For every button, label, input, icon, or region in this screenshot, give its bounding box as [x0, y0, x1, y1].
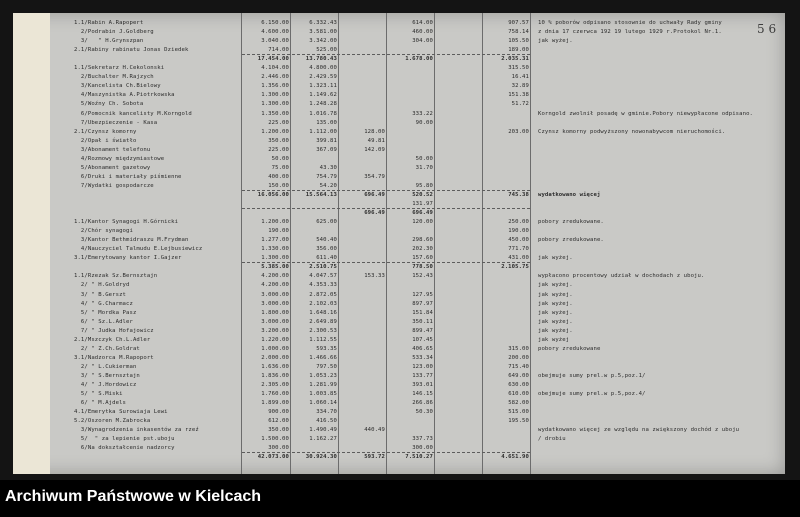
cell-a: 3.000.00 [261, 291, 289, 298]
cell-name: 6/Pomocnik kancelisty M.Korngold [74, 110, 192, 117]
cell-f: 431.00 [508, 255, 529, 262]
cell-a: 1.836.00 [261, 372, 289, 379]
cell-d: 337.73 [412, 436, 433, 443]
cell-a: 1.636.00 [261, 363, 289, 370]
cell-b: 3.581.00 [309, 29, 337, 36]
archive-title: Archiwum Państwowe w Kielcach [5, 488, 262, 505]
footer-bar [0, 480, 800, 517]
cell-d: 7.510.27 [405, 454, 433, 461]
table-row [13, 291, 785, 299]
cell-f: 582.00 [508, 400, 529, 407]
cell-b: 1.112.55 [309, 336, 337, 343]
cell-name: 4.1/Emerytka Surowiaja Lewi [74, 409, 168, 416]
cell-name: 2.1/Czynsz komorny [74, 128, 137, 135]
cell-c: 696.49 [364, 191, 385, 198]
cell-d: 393.01 [412, 382, 433, 388]
cell-f: 610.00 [508, 391, 529, 398]
cell-d: 300.00 [412, 445, 433, 452]
table-row [13, 381, 785, 389]
cell-note: jak wyżej. [538, 327, 573, 334]
cell-d: 202.30 [412, 246, 433, 253]
table-row [13, 236, 785, 244]
cell-d: 533.34 [412, 354, 433, 361]
table-row [13, 110, 785, 118]
cell-a: 1.277.00 [261, 237, 289, 244]
cell-f: 16.41 [511, 74, 529, 81]
cell-name: 5/Woźny Ch. Sobota [74, 101, 144, 108]
table-row [13, 64, 785, 72]
cell-a: 400.00 [268, 173, 289, 180]
cell-a: 3.000.00 [261, 300, 289, 307]
cell-d: 350.11 [412, 318, 433, 325]
cell-name: 5/ " za lepienie pst.uboju [74, 436, 175, 443]
cell-d: 304.00 [412, 38, 433, 45]
cell-a: 2.446.00 [261, 74, 289, 81]
cell-c: 354.79 [364, 173, 385, 180]
cell-f: 32.89 [511, 83, 529, 90]
cell-a: 17.454.00 [257, 56, 289, 63]
total-row [13, 209, 785, 217]
cell-name: 1.1/Rabin A.Rapopert [74, 20, 144, 26]
total-row [13, 453, 785, 461]
page-number: 5 6 [757, 22, 777, 36]
cell-d: 614.00 [412, 20, 433, 26]
cell-d: 50.00 [415, 155, 433, 162]
cell-f: 758.14 [508, 29, 529, 36]
cell-d: 333.22 [412, 110, 433, 117]
cell-a: 75.00 [271, 164, 289, 171]
table-row [13, 345, 785, 353]
cell-d: 157.60 [412, 255, 433, 262]
cell-b: 54.20 [319, 182, 337, 189]
cell-name: 3/Abonament telefonu [74, 146, 151, 153]
total-rule [242, 208, 530, 209]
cell-d: 90.00 [415, 119, 433, 126]
cell-note: jak wyżej. [538, 255, 573, 262]
table-row [13, 73, 785, 81]
table-row [13, 372, 785, 380]
cell-note: Korngold zwolnił posadę w gminie.Pobory niewypłacone odpisano. [538, 110, 753, 117]
total-row [13, 263, 785, 271]
table-row [13, 200, 785, 208]
cell-note: jak wyżej. [538, 38, 573, 45]
cell-c: 440.49 [364, 427, 385, 434]
cell-f: 745.38 [508, 191, 529, 198]
cell-b: 135.00 [316, 119, 337, 126]
cell-note: wypłacono procentowy udział w dochodach z uboju. [538, 273, 705, 280]
cell-note: jak wyżej [538, 336, 570, 343]
table-row [13, 354, 785, 362]
cell-name: 5/ " S.Miski [74, 391, 123, 398]
cell-d: 127.95 [412, 291, 433, 298]
cell-b: 334.70 [316, 409, 337, 416]
table-row [13, 444, 785, 452]
cell-f: 630.00 [508, 382, 529, 388]
cell-f: 649.00 [508, 372, 529, 379]
cell-b: 1.648.16 [309, 309, 337, 316]
cell-note: pobory zredukowane. [538, 219, 604, 226]
cell-b: 1.149.62 [309, 92, 337, 99]
cell-d: 151.84 [412, 309, 433, 316]
cell-f: 450.00 [508, 237, 529, 244]
table-row [13, 254, 785, 262]
cell-a: 1.350.00 [261, 110, 289, 117]
cell-b: 1.060.14 [309, 400, 337, 407]
cell-f: 771.70 [508, 246, 529, 253]
cell-name: 6/Na dokształcenie nadzorcy [74, 445, 175, 452]
document-page [13, 13, 785, 474]
cell-d: 95.80 [415, 182, 433, 189]
cell-a: 4.200.00 [261, 282, 289, 289]
cell-d: 152.43 [412, 273, 433, 280]
cell-b: 30.924.30 [305, 454, 337, 461]
cell-a: 350.00 [268, 427, 289, 434]
cell-a: 1.500.00 [261, 436, 289, 443]
cell-f: 51.72 [511, 101, 529, 108]
cell-name: 1.1/Sekretarz H.Cekolonski [74, 65, 165, 72]
cell-name: 3/Kantor Bethmidraszu M.Frydman [74, 237, 189, 244]
table-row [13, 182, 785, 190]
cell-d: 120.00 [412, 219, 433, 226]
cell-b: 2.429.59 [309, 74, 337, 81]
cell-a: 3.000.00 [261, 318, 289, 325]
cell-name: 2/ " Z.Ch.Goldrat [74, 345, 140, 352]
total-row [13, 55, 785, 63]
cell-d: 520.52 [412, 191, 433, 198]
cell-b: 797.50 [316, 363, 337, 370]
cell-name: 4/ " J.Hordowicz [74, 382, 137, 388]
table-row [13, 408, 785, 416]
table-row [13, 435, 785, 443]
cell-name: 3.1/Emerytowany kantor I.Gajzer [74, 255, 182, 262]
table-row [13, 155, 785, 163]
table-row [13, 327, 785, 335]
cell-b: 754.79 [316, 173, 337, 180]
table-row [13, 300, 785, 308]
cell-c: 153.33 [364, 273, 385, 280]
cell-note: jak wyżej. [538, 300, 573, 307]
cell-note: Czynsz komorny podwyższony nowonabywcom nieruchomości. [538, 128, 726, 135]
table-row [13, 272, 785, 280]
cell-b: 611.40 [316, 255, 337, 262]
cell-b: 3.342.00 [309, 38, 337, 45]
cell-a: 1.300.00 [261, 92, 289, 99]
cell-a: 190.00 [268, 228, 289, 235]
cell-b: 1.281.99 [309, 382, 337, 388]
cell-d: 50.30 [415, 409, 433, 416]
cell-b: 1.053.23 [309, 372, 337, 379]
cell-a: 900.00 [268, 409, 289, 416]
cell-name: 1.1/Kantor Synagogi H.Górnicki [74, 219, 179, 226]
cell-b: 6.332.43 [309, 20, 337, 26]
cell-f: 515.00 [508, 409, 529, 416]
cell-a: 1.760.00 [261, 391, 289, 398]
table-row [13, 390, 785, 398]
cell-c: 128.00 [364, 128, 385, 135]
cell-b: 540.40 [316, 237, 337, 244]
cell-b: 2.872.05 [309, 291, 337, 298]
table-row [13, 46, 785, 54]
cell-b: 1.466.66 [309, 354, 337, 361]
page-edge-strip [13, 13, 50, 474]
cell-a: 1.300.00 [261, 101, 289, 108]
cell-a: 1.300.00 [261, 255, 289, 262]
cell-name: 5/Abonament gazetowy [74, 164, 151, 171]
cell-b: 1.248.28 [309, 101, 337, 108]
cell-name: 3/ " B.Gerszt [74, 291, 127, 298]
cell-f: 190.00 [508, 228, 529, 235]
cell-d: 696.49 [412, 210, 433, 217]
cell-note: obejmuje sumy prel.w p.5,poz.1/ [538, 372, 646, 379]
cell-note: jak wyżej. [538, 291, 573, 298]
cell-b: 2.300.53 [309, 327, 337, 334]
table-row [13, 363, 785, 371]
cell-d: 131.97 [412, 201, 433, 207]
cell-a: 42.073.00 [257, 454, 289, 461]
cell-b: 416.50 [316, 418, 337, 425]
cell-name: 4/Nauczyciel Talmudu E.Lejbusiewicz [74, 246, 203, 253]
cell-note: jak wyżej. [538, 318, 573, 325]
cell-note: / drobiu [538, 436, 566, 443]
cell-b: 625.00 [316, 219, 337, 226]
cell-a: 16.056.00 [257, 191, 289, 198]
cell-a: 1.899.00 [261, 400, 289, 407]
table-row [13, 173, 785, 181]
cell-a: 225.00 [268, 119, 289, 126]
cell-b: 367.09 [316, 146, 337, 153]
cell-b: 1.490.49 [309, 427, 337, 434]
cell-name: 2.1/Mszczyk Ch.L.Adler [74, 336, 151, 343]
cell-name: 2/ " L.Cukierman [74, 363, 137, 370]
cell-c: 696.49 [364, 210, 385, 217]
table-row [13, 137, 785, 145]
cell-a: 350.00 [268, 137, 289, 144]
cell-name: 7/ " Judka Hofajowicz [74, 327, 154, 334]
cell-f: 315.00 [508, 345, 529, 352]
table-row [13, 19, 785, 27]
cell-b: 4.047.57 [309, 273, 337, 280]
cell-a: 1.200.00 [261, 219, 289, 226]
table-row [13, 417, 785, 425]
cell-name: 3/ " S.Bernsztajn [74, 372, 140, 379]
cell-note: z dnia 17 czerwca 192 19 lutego 1929 r.Protokol Nr.1. [538, 29, 722, 36]
cell-a: 4.200.00 [261, 273, 289, 280]
cell-a: 4.600.00 [261, 29, 289, 36]
cell-a: 1.200.00 [261, 128, 289, 135]
table-row [13, 100, 785, 108]
cell-a: 50.00 [271, 155, 289, 162]
cell-b: 2.649.89 [309, 318, 337, 325]
cell-f: 2.035.31 [501, 56, 529, 63]
cell-a: 150.00 [268, 182, 289, 189]
table-row [13, 82, 785, 90]
cell-d: 897.97 [412, 300, 433, 307]
cell-name: 3.1/Nadzorca M.Rapoport [74, 354, 154, 361]
cell-a: 714.00 [268, 47, 289, 54]
cell-note: wydatkowano więcej ze względu na zwiększony dochód z uboju [538, 427, 740, 434]
table-row [13, 426, 785, 434]
cell-a: 5.385.00 [261, 264, 289, 271]
cell-d: 31.70 [415, 164, 433, 171]
table-row [13, 128, 785, 136]
cell-name: 2/Opał i światło [74, 137, 137, 144]
cell-b: 1.162.27 [309, 436, 337, 443]
cell-name: 4/Rozmowy międzymiastowe [74, 155, 165, 162]
cell-b: 15.564.13 [305, 191, 337, 198]
cell-a: 4.104.00 [261, 65, 289, 72]
cell-name: 3/ " H.Grynszpan [74, 38, 144, 45]
cell-a: 1.330.00 [261, 246, 289, 253]
cell-a: 612.00 [268, 418, 289, 425]
cell-name: 5/ " Mordka Pasz [74, 309, 137, 316]
table-row [13, 336, 785, 344]
cell-name: 5.2/Oszoren M.Zabrocka [74, 418, 151, 425]
cell-b: 1.112.00 [309, 128, 337, 135]
cell-name: 3/Kancelista Ch.Bielowy [74, 83, 161, 90]
cell-a: 2.000.00 [261, 354, 289, 361]
cell-a: 1.800.00 [261, 309, 289, 316]
table-row [13, 218, 785, 226]
cell-name: 4/ " G.Charmacz [74, 300, 133, 307]
table-row [13, 309, 785, 317]
cell-d: 107.45 [412, 336, 433, 343]
cell-a: 225.00 [268, 146, 289, 153]
cell-b: 43.30 [319, 164, 337, 171]
table-row [13, 119, 785, 127]
cell-b: 4.800.00 [309, 65, 337, 72]
cell-b: 356.00 [316, 246, 337, 253]
cell-c: 142.09 [364, 146, 385, 153]
cell-f: 189.00 [508, 47, 529, 54]
cell-name: 2/Podrabin J.Goldberg [74, 29, 154, 36]
cell-d: 778.50 [412, 264, 433, 271]
cell-f: 195.50 [508, 418, 529, 425]
cell-a: 6.150.00 [261, 20, 289, 26]
cell-name: 2/Chór synagogi [74, 228, 133, 235]
cell-note: jak wyżej. [538, 309, 573, 316]
cell-f: 105.50 [508, 38, 529, 45]
cell-f: 203.00 [508, 128, 529, 135]
table-row [13, 164, 785, 172]
cell-note: pobory zredukowane [538, 345, 601, 352]
cell-b: 593.35 [316, 345, 337, 352]
cell-b: 525.00 [316, 47, 337, 54]
cell-f: 250.00 [508, 219, 529, 226]
cell-d: 460.00 [412, 29, 433, 36]
cell-a: 3.040.00 [261, 38, 289, 45]
cell-name: 6/ " Sz.L.Adler [74, 318, 133, 325]
cell-b: 4.353.33 [309, 282, 337, 289]
cell-d: 266.86 [412, 400, 433, 407]
cell-d: 1.678.00 [405, 56, 433, 63]
cell-a: 1.356.00 [261, 83, 289, 90]
cell-a: 3.200.00 [261, 327, 289, 334]
cell-d: 406.65 [412, 345, 433, 352]
cell-name: 7/Wydatki gospodarcze [74, 182, 154, 189]
cell-name: 1.1/Rzezak Sz.Bernsztajn [74, 273, 158, 280]
cell-name: 2/Buchalter M.Rajzych [74, 74, 154, 81]
table-row [13, 227, 785, 235]
cell-d: 146.15 [412, 391, 433, 398]
cell-f: 151.38 [508, 92, 529, 99]
table-row [13, 281, 785, 289]
cell-d: 899.47 [412, 327, 433, 334]
cell-name: 6/ " M.Ajdels [74, 400, 127, 407]
cell-name: 2/ " H.Goldryd [74, 282, 130, 289]
table-row [13, 245, 785, 253]
cell-a: 300.00 [268, 445, 289, 452]
table-row [13, 91, 785, 99]
cell-d: 298.60 [412, 237, 433, 244]
cell-f: 4.651.90 [501, 454, 529, 461]
cell-name: 6/Druki i materiały piśmienne [74, 173, 182, 180]
total-row [13, 191, 785, 199]
cell-a: 1.000.00 [261, 345, 289, 352]
cell-note: 10 % poborów odpisano stosownie do uchwały Rady gminy [538, 20, 722, 26]
cell-f: 315.50 [508, 65, 529, 72]
cell-c: 49.81 [367, 137, 385, 144]
table-row [13, 146, 785, 154]
cell-name: 4/Maszynistka A.Piotrkowska [74, 92, 175, 99]
table-row [13, 37, 785, 45]
cell-b: 399.81 [316, 137, 337, 144]
cell-note: obejmuje sumy prel.w p.5,poz.4/ [538, 391, 646, 398]
cell-d: 123.00 [412, 363, 433, 370]
table-row [13, 318, 785, 326]
table-row [13, 399, 785, 407]
cell-b: 1.016.78 [309, 110, 337, 117]
cell-name: 2.1/Rabiny rabinatu Jonas Dziedek [74, 47, 189, 54]
cell-a: 1.220.00 [261, 336, 289, 343]
cell-c: 593.72 [364, 454, 385, 461]
cell-b: 2.510.75 [309, 264, 337, 271]
cell-b: 1.003.85 [309, 391, 337, 398]
table-row [13, 28, 785, 36]
cell-note: pobory zredukowane. [538, 237, 604, 244]
cell-note: jak wyżej. [538, 282, 573, 289]
cell-b: 2.102.03 [309, 300, 337, 307]
cell-b: 1.323.11 [309, 83, 337, 90]
cell-f: 715.40 [508, 363, 529, 370]
cell-f: 200.00 [508, 354, 529, 361]
cell-b: 13.780.43 [305, 56, 337, 63]
cell-name: 7/Ubezpieczenie - Kasa [74, 119, 158, 126]
cell-note: wydatkowano więcej [538, 191, 601, 198]
cell-a: 2.305.00 [261, 382, 289, 388]
cell-f: 907.57 [508, 20, 529, 26]
cell-name: 3/Wynagrodzenia inkasentów za rzeź [74, 427, 199, 434]
cell-f: 2.105.75 [501, 264, 529, 271]
cell-d: 133.77 [412, 372, 433, 379]
